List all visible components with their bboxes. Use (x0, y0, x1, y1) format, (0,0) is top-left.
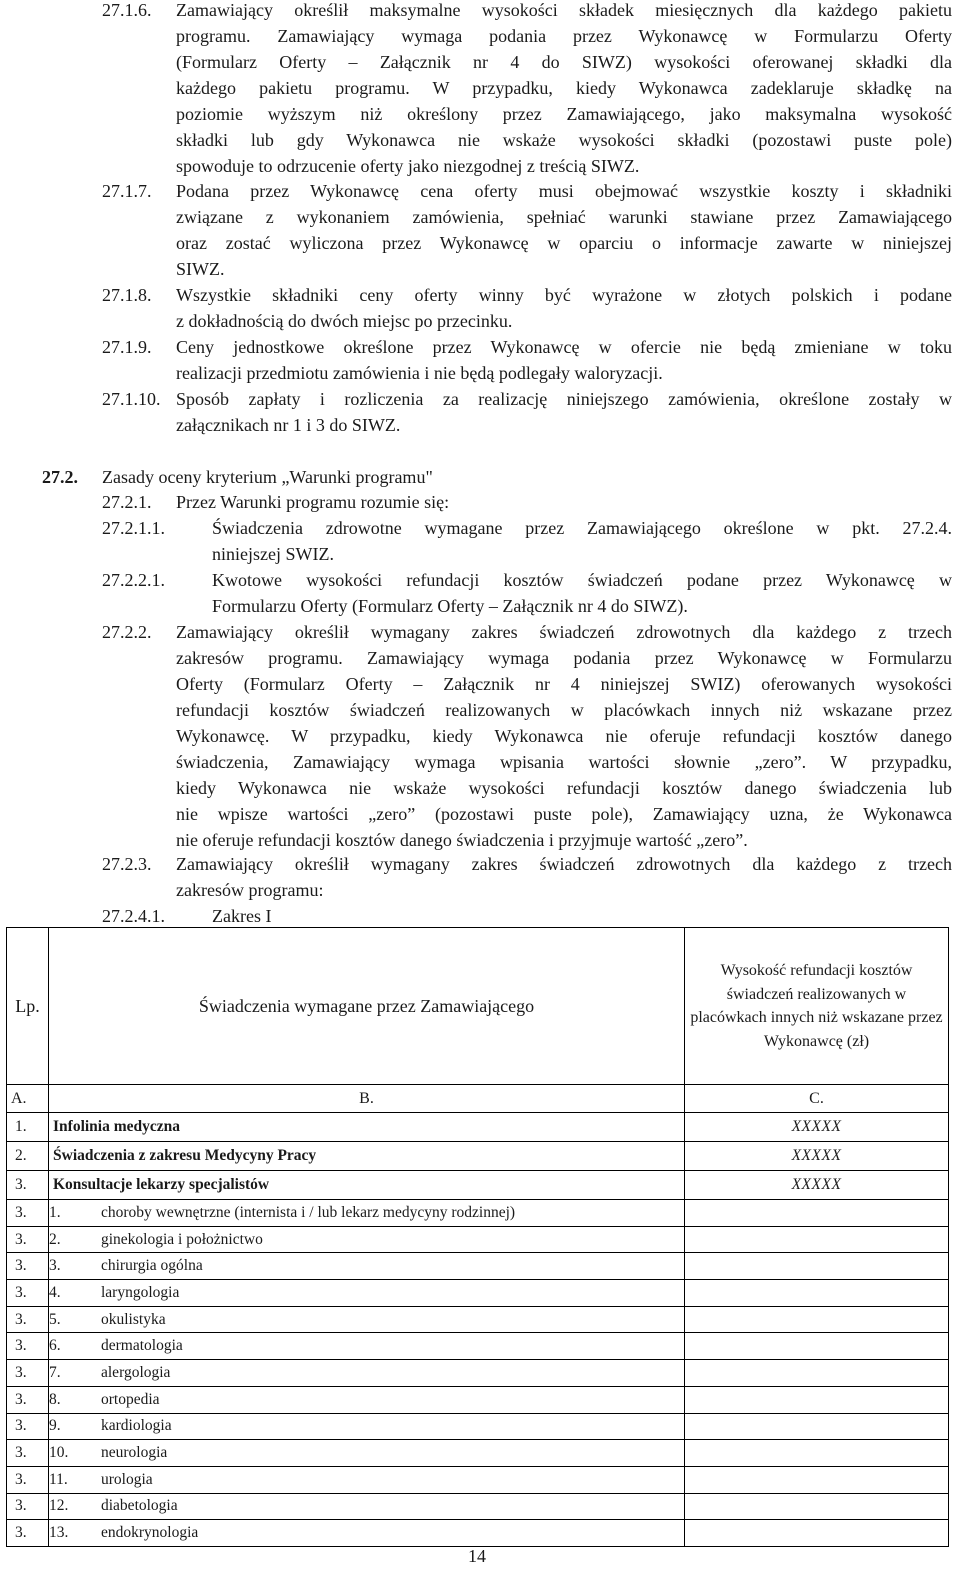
table-row (7, 1413, 949, 1440)
table-row (7, 1386, 949, 1413)
row-lp: 2. (7, 1142, 49, 1171)
sub-service-name: dermatologia (101, 1337, 183, 1355)
numbered-paragraph (102, 386, 952, 438)
sub-service (49, 1497, 684, 1515)
sub-number: 3. (49, 1257, 61, 1275)
sub-number: 13. (49, 1524, 69, 1542)
row-service-cell (49, 1440, 685, 1467)
row-lp: 3. (7, 1520, 49, 1547)
paragraph-line: Przez Warunki programu rozumie się: (176, 492, 450, 512)
paragraph-line: Kwotowe wysokości refundacji kosztów świadczeń podane przez Wykonawcę w (212, 570, 952, 590)
sub-number: 9. (49, 1417, 61, 1435)
row-lp: 3. (7, 1253, 49, 1280)
paragraph-line: realizacji przedmiotu zamówienia i nie będą podlegały waloryzacji. (176, 363, 663, 383)
sub-number: 12. (49, 1497, 69, 1515)
sub-number: 4. (49, 1283, 61, 1301)
sub-service-name: choroby wewnętrzne (internista i / lub lekarz medycyny rodzinnej) (101, 1203, 516, 1221)
sub-service (49, 1444, 684, 1462)
row-refund-value[interactable] (685, 1306, 949, 1333)
paragraph-line: programu. Zamawiający wymaga podania przez Wykonawcę w Formularzu Oferty (176, 26, 952, 46)
sub-number: 5. (49, 1310, 61, 1328)
row-service-cell (49, 1360, 685, 1387)
paragraph-line: składki lub gdy Wykonawca nie wskaże wysokości składki (pozostawi puste pole) (176, 130, 952, 150)
row-refund-value[interactable] (685, 1440, 949, 1467)
row-refund-value[interactable] (685, 1413, 949, 1440)
paragraph-line: oraz zostać wyliczona przez Wykonawcę w oparciu o informacje zawarte w niniejszej (176, 233, 952, 253)
table-letters-row (7, 1085, 949, 1113)
row-lp: 3. (7, 1171, 49, 1200)
sub-service (49, 1364, 684, 1382)
header-services: Świadczenia wymagane przez Zamawiającego (49, 928, 685, 1085)
row-lp: 3. (7, 1466, 49, 1493)
row-refund-value[interactable] (685, 1280, 949, 1307)
paragraph-line: Zamawiający określił wymagany zakres świadczeń zdrowotnych dla każdego z trzech (176, 622, 952, 642)
paragraph-line: Zamawiający określił wymagany zakres świadczeń zdrowotnych dla każdego z trzech (176, 854, 952, 874)
paragraph-line: Wszystkie składniki ceny oferty winny być wyrażone w złotych polskich i podane (176, 285, 952, 305)
numbered-paragraph (102, 515, 952, 567)
sub-service-name: neurologia (101, 1444, 168, 1462)
sub-service-name: diabetologia (101, 1497, 178, 1515)
table-row (7, 1333, 949, 1360)
paragraph-line: Zamawiający określił maksymalne wysokości składek miesięcznych dla każdego pakietu (176, 0, 952, 20)
row-service-cell (49, 1280, 685, 1307)
paragraph-line: związane z wykonaniem zamówienia, spełniać warunki stawiane przez Zamawiającego (176, 207, 952, 227)
page-number: 14 (468, 1546, 486, 1566)
column-letter-a: A. (7, 1085, 49, 1113)
row-lp: 3. (7, 1306, 49, 1333)
sub-service (49, 1284, 684, 1302)
table-row (7, 1440, 949, 1467)
table-row (7, 1520, 949, 1547)
paragraph-line: Sposób zapłaty i rozliczenia za realizację niniejszego zamówienia, określone zostały w (176, 389, 952, 409)
paragraph-line: zakresów programu: (176, 880, 324, 900)
sub-service-name: urologia (101, 1470, 153, 1488)
section-number: 27.2. (42, 467, 78, 487)
numbered-paragraph (102, 334, 952, 386)
paragraph-line: kiedy Wykonawca nie wskaże wysokości refundacji kosztów danego świadczenia lub (176, 778, 952, 798)
paragraph-line: Ceny jednostkowe określone przez Wykonawcę w ofercie nie będą zmieniane w toku (176, 337, 952, 357)
table-header-row (7, 928, 949, 1085)
table-row (7, 1360, 949, 1387)
paragraph-line: załącznikach nr 1 i 3 do SIWZ. (176, 415, 401, 435)
paragraph-number: 27.2.2. (102, 622, 152, 642)
row-lp: 1. (7, 1113, 49, 1142)
paragraph-line: Oferty (Formularz Oferty – Załącznik nr 4 niniejszej SWIZ) oferowanych wysokości (176, 674, 952, 694)
numbered-paragraph (102, 178, 952, 282)
paragraph-line: świadczenia, Zamawiający wymaga wpisania wartości słownie „zero”. W przypadku, (176, 752, 952, 772)
paragraph-number: 27.2.1.1. (102, 518, 165, 538)
sub-service (49, 1311, 684, 1329)
table-row (7, 1253, 949, 1280)
sub-service (49, 1471, 684, 1489)
sub-service-name: endokrynologia (101, 1524, 199, 1542)
paragraph-line: poziomie wyższym niż określony przez Zamawiającego, jako maksymalna wysokość (176, 104, 952, 124)
row-lp: 3. (7, 1493, 49, 1520)
row-refund-value[interactable] (685, 1200, 949, 1227)
paragraph-line: SIWZ. (176, 259, 225, 279)
sub-service-name: kardiologia (101, 1417, 172, 1435)
row-service-cell (49, 1306, 685, 1333)
table-row (7, 1493, 949, 1520)
row-refund-value[interactable] (685, 1466, 949, 1493)
table-row (7, 1171, 949, 1200)
paragraph-number: 27.2.4.1. (102, 906, 165, 926)
row-lp: 3. (7, 1226, 49, 1253)
paragraph-number: 27.2.1. (102, 492, 152, 512)
row-service-name: Infolinia medyczna (49, 1113, 685, 1142)
row-service-cell (49, 1520, 685, 1547)
row-refund-value[interactable] (685, 1386, 949, 1413)
numbered-paragraph (102, 903, 952, 929)
paragraph-line: nie wpisze wartości „zero” (pozostawi puste pole), Zamawiający uzna, że Wykonawca (176, 804, 952, 824)
row-refund-value[interactable] (685, 1333, 949, 1360)
services-table (6, 927, 949, 1547)
paragraph-line: nie oferuje refundacji kosztów danego świadczenia i przyjmuje wartość „zero”. (176, 830, 748, 850)
paragraph-line: (Formularz Oferty – Załącznik nr 4 do SIWZ) wysokości oferowanej składki dla (176, 52, 952, 72)
sub-service (49, 1337, 684, 1355)
row-refund-value[interactable] (685, 1360, 949, 1387)
paragraph-number: 27.1.6. (102, 0, 152, 20)
sub-service-name: okulistyka (101, 1310, 166, 1328)
row-refund-value: XXXXX (685, 1142, 949, 1171)
column-letter-b: B. (49, 1085, 685, 1113)
row-lp: 3. (7, 1386, 49, 1413)
paragraph-line: Zakres I (212, 906, 272, 926)
row-refund-value: XXXXX (685, 1171, 949, 1200)
row-service-cell (49, 1253, 685, 1280)
sub-service (49, 1524, 684, 1542)
paragraph-line: każdego pakietu programu. W przypadku, kiedy Wykonawca zadeklaruje składkę na (176, 78, 952, 98)
sub-service-name: ginekologia i położnictwo (101, 1230, 263, 1248)
row-service-cell (49, 1386, 685, 1413)
table-row (7, 1466, 949, 1493)
numbered-paragraph (102, 851, 952, 903)
sub-number: 11. (49, 1470, 68, 1488)
row-service-cell (49, 1200, 685, 1227)
paragraph-number: 27.1.7. (102, 181, 152, 201)
paragraph-number: 27.1.10. (102, 389, 161, 409)
paragraph-line: Podana przez Wykonawcę cena oferty musi obejmować wszystkie koszty i składniki (176, 181, 952, 201)
paragraph-number: 27.2.3. (102, 854, 152, 874)
sub-number: 8. (49, 1390, 61, 1408)
paragraph-number: 27.1.8. (102, 285, 152, 305)
paragraph-line: zakresów programu. Zamawiający wymaga podania przez Wykonawcę w Formularzu (176, 648, 952, 668)
sub-number: 10. (49, 1444, 69, 1462)
row-service-name: Świadczenia z zakresu Medycyny Pracy (49, 1142, 685, 1171)
sub-service-name: chirurgia ogólna (101, 1257, 203, 1275)
sub-service (49, 1257, 684, 1275)
row-service-cell (49, 1226, 685, 1253)
row-lp: 3. (7, 1333, 49, 1360)
numbered-paragraph (102, 489, 952, 515)
row-refund-value[interactable] (685, 1226, 949, 1253)
row-lp: 3. (7, 1413, 49, 1440)
paragraph-line: Świadczenia zdrowotne wymagane przez Zamawiającego określone w pkt. 27.2.4. (212, 518, 952, 538)
table-row (7, 1142, 949, 1171)
row-lp: 3. (7, 1360, 49, 1387)
sub-service-name: ortopedia (101, 1390, 160, 1408)
sub-number: 2. (49, 1230, 61, 1248)
row-service-name: Konsultacje lekarzy specjalistów (49, 1171, 685, 1200)
sub-service (49, 1391, 684, 1409)
table-row (7, 1280, 949, 1307)
paragraph-line: z dokładnością do dwóch miejsc po przecinku. (176, 311, 513, 331)
sub-number: 7. (49, 1363, 61, 1381)
paragraph-line: spowoduje to odrzucenie oferty jako niezgodnej z treścią SIWZ. (176, 156, 640, 176)
paragraph-line: Wykonawcę. W przypadku, kiedy Wykonawca nie oferuje refundacji kosztów danego (176, 726, 952, 746)
row-service-cell (49, 1333, 685, 1360)
row-service-cell (49, 1493, 685, 1520)
row-refund-value[interactable] (685, 1253, 949, 1280)
numbered-paragraph (102, 567, 952, 619)
paragraph-line: refundacji kosztów świadczeń realizowanych w placówkach innych niż wskazane przez (176, 700, 952, 720)
numbered-paragraph (102, 282, 952, 334)
numbered-paragraph (102, 619, 952, 853)
table-row (7, 1113, 949, 1142)
sub-service (49, 1417, 684, 1435)
sub-service-name: alergologia (101, 1363, 171, 1381)
header-refund: Wysokość refundacji kosztów świadczeń realizowanych w placówkach innych niż wskazane przez Wykonawcę (zł) (685, 928, 949, 1085)
sub-service (49, 1231, 684, 1249)
row-lp: 3. (7, 1280, 49, 1307)
row-service-cell (49, 1413, 685, 1440)
sub-number: 6. (49, 1337, 61, 1355)
column-letter-c: C. (685, 1085, 949, 1113)
sub-service (49, 1204, 684, 1222)
paragraph-number: 27.1.9. (102, 337, 152, 357)
sub-service-name: laryngologia (101, 1283, 180, 1301)
table-row (7, 1226, 949, 1253)
sub-number: 1. (49, 1203, 61, 1221)
numbered-paragraph (102, 0, 952, 179)
table-row (7, 1200, 949, 1227)
paragraph-line: Formularzu Oferty (Formularz Oferty – Załącznik nr 4 do SIWZ). (212, 596, 688, 616)
row-refund-value[interactable] (685, 1493, 949, 1520)
header-lp: Lp. (7, 928, 49, 1085)
paragraph-line: niniejszej SWIZ. (212, 544, 334, 564)
table-row (7, 1306, 949, 1333)
row-lp: 3. (7, 1200, 49, 1227)
row-service-cell (49, 1466, 685, 1493)
row-refund-value[interactable] (685, 1520, 949, 1547)
paragraph-number: 27.2.2.1. (102, 570, 165, 590)
row-lp: 3. (7, 1440, 49, 1467)
row-refund-value: XXXXX (685, 1113, 949, 1142)
section-title: Zasady oceny kryterium „Warunki programu" (102, 467, 433, 487)
